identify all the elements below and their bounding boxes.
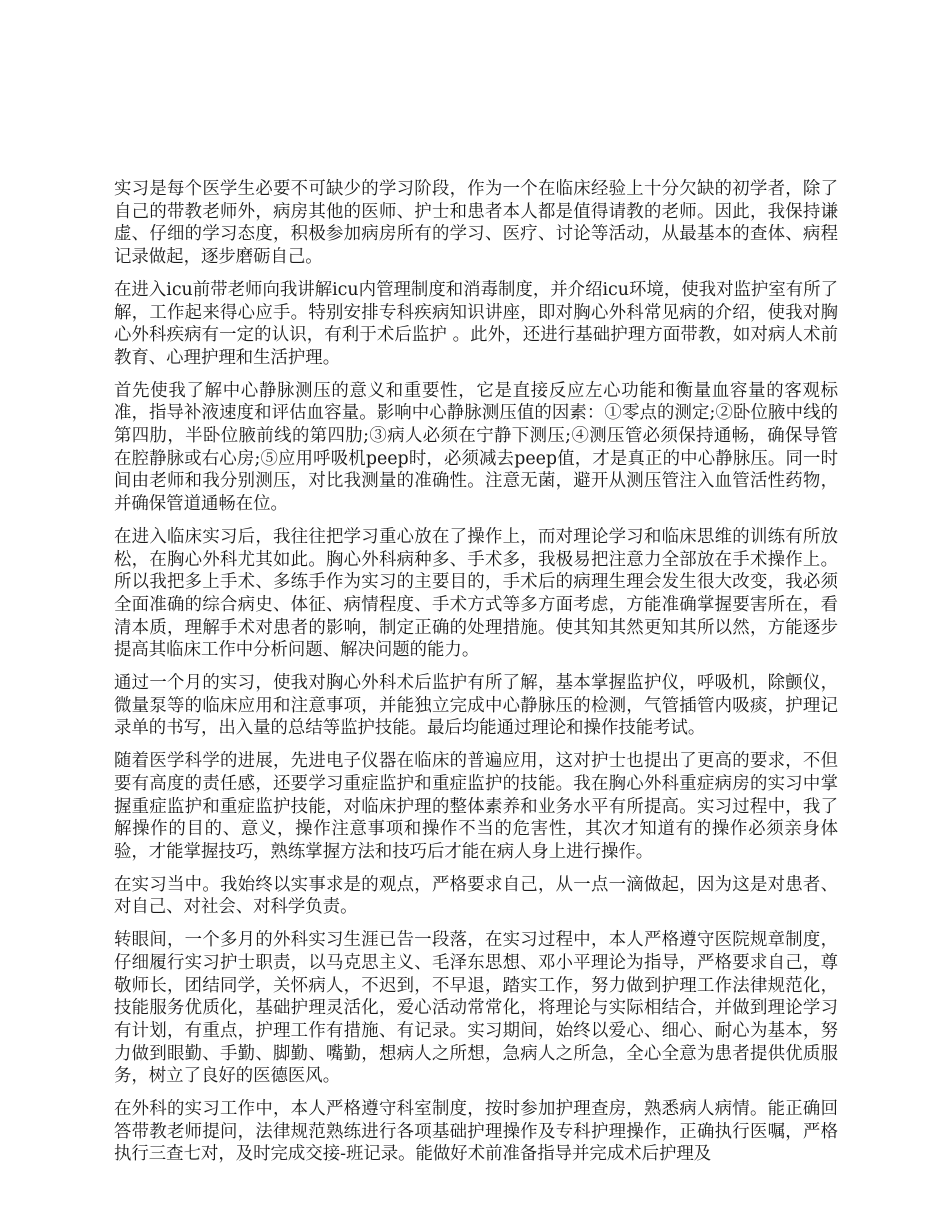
paragraph-8: 转眼间，一个多月的外科实习生涯已告一段落，在实习过程中，本人严格遵守医院规章制度，仔细履行实习护士职责，以马克思主义、毛泽东思想、邓小平理论为指导，严格要求自己，尊敬师长，团结同学，关怀病人，不迟到，不早退，踏实工作，努力做到护理工作法律规范化，技能服务优质化，基础护理灵活化，爱心活动常常化，将理论与实际相结合，并做到理论学习有计划，有重点，护理工作有措施、有记录。实习期间，始终以爱心、细心、耐心为基本，努力做到眼勤、手勤、脚勤、嘴勤，想病人之所想，急病人之所急，全心全意为患者提供优质服务，树立了良好的医德医风。 bbox=[114, 930, 838, 1087]
paragraph-5: 通过一个月的实习，使我对胸心外科术后监护有所了解，基本掌握监护仪，呼吸机，除颤仪，微量泵等的临床应用和注意事项，并能独立完成中心静脉压的检测，气管插管内吸痰，护理记录单的书写，出入量的总结等监护技能。最后均能通过理论和操作技能考试。 bbox=[114, 673, 838, 739]
paragraph-9: 在外科的实习工作中，本人严格遵守科室制度，按时参加护理查房，熟悉病人病情。能正确回答带教老师提问，法律规范熟练进行各项基础护理操作及专科护理操作，正确执行医嘱，严格执行三查七对，及时完成交接-班记录。能做好术前准备指导并完成术后护理及 bbox=[114, 1099, 838, 1165]
document-body bbox=[114, 178, 838, 1176]
paragraph-3: 首先使我了解中心静脉测压的意义和重要性，它是直接反应左心功能和衡量血容量的客观标准，指导补液速度和评估血容量。影响中心静脉测压值的因素：①零点的测定;②卧位腋中线的第四肋，半卧位腋前线的第四肋;③病人必须在宁静下测压;④测压管必须保持通畅，确保导管在腔静脉或右心房;⑤应用呼吸机peep时，必须减去peep值，才是真正的中心静脉压。同一时间由老师和我分别测压，对比我测量的准确性。注意无菌，避开从测压管注入血管活性药物，并确保管道通畅在位。 bbox=[114, 380, 838, 515]
paragraph-4: 在进入临床实习后，我往往把学习重心放在了操作上，而对理论学习和临床思维的训练有所放松，在胸心外科尤其如此。胸心外科病种多、手术多，我极易把注意力全部放在手术操作上。所以我把多上手术、多练手作为实习的主要目的，手术后的病理生理会发生很大改变，我必须全面准确的综合病史、体征、病情程度、手术方式等多方面考虑，方能准确掌握要害所在，看清本质，理解手术对患者的影响，制定正确的处理措施。使其知其然更知其所以然，方能逐步提高其临床工作中分析问题、解决问题的能力。 bbox=[114, 526, 838, 661]
paragraph-7: 在实习当中。我始终以实事求是的观点，严格要求自己，从一点一滴做起，因为这是对患者、对自己、对社会、对科学负责。 bbox=[114, 874, 838, 918]
paragraph-1: 实习是每个医学生必要不可缺少的学习阶段，作为一个在临床经验上十分欠缺的初学者，除了自己的带教老师外，病房其他的医师、护士和患者本人都是值得请教的老师。因此，我保持谦虚、仔细的学习态度，积极参加病房所有的学习、医疗、讨论等活动，从最基本的查体、病程记录做起，逐步磨砺自己。 bbox=[114, 179, 838, 268]
paragraph-2: 在进入icu前带老师向我讲解icu内管理制度和消毒制度，并介绍icu环境，使我对监护室有所了解，工作起来得心应手。特别安排专科疾病知识讲座，即对胸心外科常见病的介绍，使我对胸心外科疾病有一定的认识，有利于术后监护 。此外，还进行基础护理方面带教，如对病人术前教育、心理护理和生活护理。 bbox=[114, 279, 838, 368]
paragraph-6: 随着医学科学的进展，先进电子仪器在临床的普遍应用，这对护士也提出了更高的要求，不但要有高度的责任感，还要学习重症监护和重症监护的技能。我在胸心外科重症病房的实习中掌握重症监护和重症监护技能，对临床护理的整体素养和业务水平有所提高。实习过程中，我了解操作的目的、意义，操作注意事项和操作不当的危害性，其次才知道有的操作必须亲身体验，才能掌握技巧，熟练掌握方法和技巧后才能在病人身上进行操作。 bbox=[114, 751, 838, 862]
